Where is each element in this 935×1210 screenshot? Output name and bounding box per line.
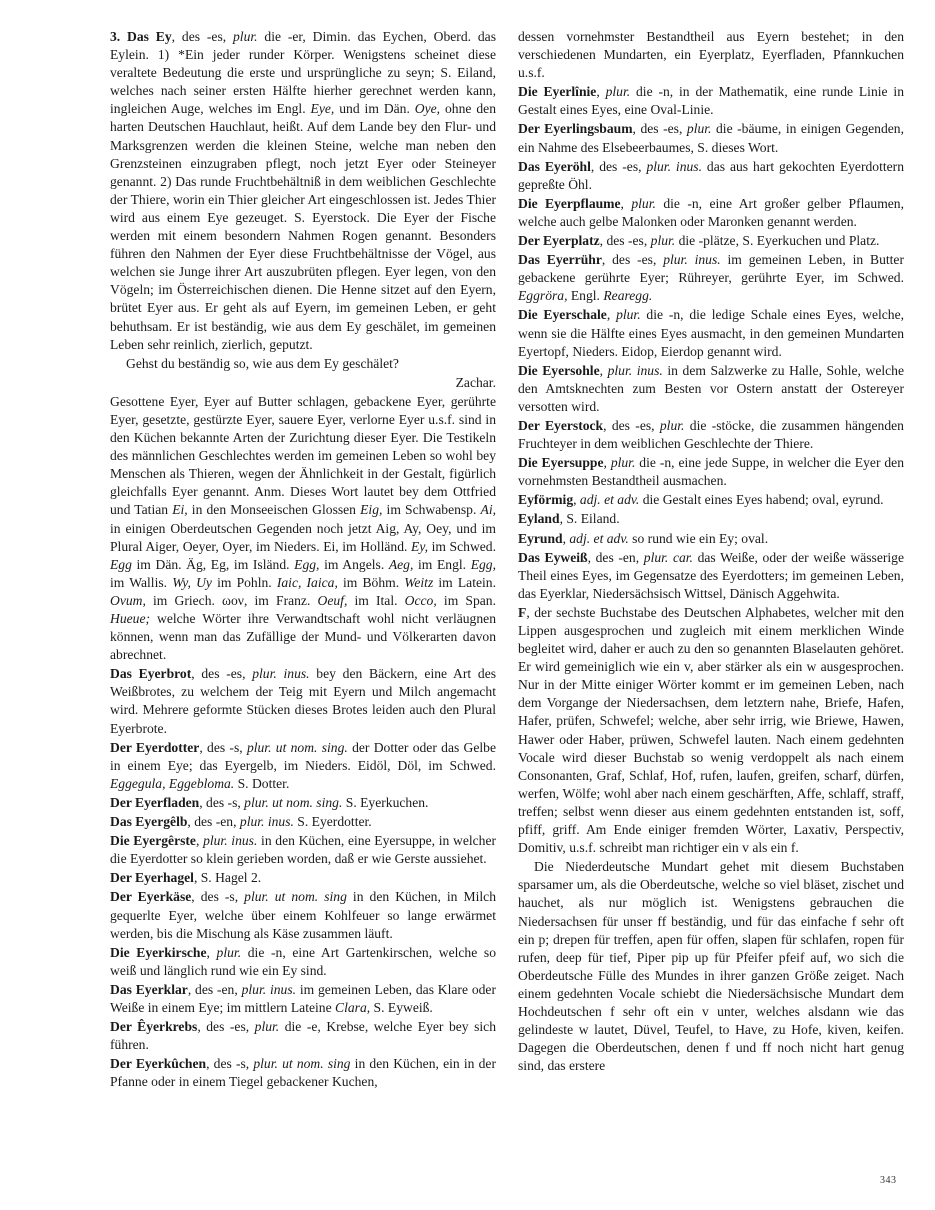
left-column [110,28,496,1092]
entry-eyfoermig: Eyförmig, adj. et adv. die Gestalt eines Eyes habend; oval, eyrund. [518,492,884,508]
entry-eyersuppe: Die Eyersuppe, plur. die -n, eine jede Suppe, in welcher die Eyer den vornehmsten Bestandtheil ausmachen. [518,455,905,489]
entry-f: F, der sechste Buchstabe des Deutschen Alphabetes, welcher mit den Lippen ausgesprochen und zugleich mit einem merklichen Winde begleitet wird, daher er auch zu den so genannten Blaselauten gehöret. Er wird gemeiniglich wie ein v, aber stärker als ein w ausgesprochen. Nur in der Mitte einiger Wörter kommt er im gemeinen Leben, nach dem Vorgange der Niedersachsen, dem letztern nahe, Briefe, Hafen, Hafer, prüfen, Schwefel; welche, aber sehr irrig, wie Briewe, Hawen, Hawer oder Haber, prüwen, Schwefel lauten. Nach einem gedehnten Vocale wird dieser Buchstab so wenig verdoppelt als nach einem Consonanten, Graf, Schlaf, Hof, rufen, laufen, greifen, scharf, dürfen, werfen, Wölfe; wohl aber nach einem geschärften, Affe, schlaff, straff, treffen; selbst wenn dieser aus einem gedehnten entstanden ist, soff, pfiff, griff. Am Ende einiger fremden Wörter, Laxativ, Perspectiv, Domitiv, u.s.f. schreibt man richtiger ein v als ein f. [518,604,904,856]
entry-eyergerste: Die Eyergêrste, plur. inus. in den Küchen, eine Eyersuppe, in welcher die Eyerdotter so klein gerieben worden, daß er wie Gerste aussiehet. [110,833,497,867]
entry-eyerhagel: Der Eyerhagel, S. Hagel 2. [110,870,262,886]
right-column [518,28,904,1076]
entry-eyerkrebs: Der Êyerkrebs, des -es, plur. die -e, Krebse, welche Eyer bey sich führen. [110,1019,496,1053]
entry-eyerstock: Der Eyerstock, des -es, plur. die -stöcke, die zusammen hängenden Fruchteyer in dem weiblichen Geschlechte der Thiere. [518,417,904,452]
entry-ey-cont: Gesottene Eyer, Eyer auf Butter schlagen, gebackene Eyer, gerührte Eyer, gesetzte, gestürzte Eyer, sauere Eyer, verlorne Eyer u.s.f. sind in den Küchen bekannte Arten der Zurichtung dieser Eyer. Die Testikeln des männlichen Geschlechtes werden im gemeinen Leben so wohl bey Menschen als Thieren, wegen der Ähnlichkeit in der Gestalt, figürlich gleichfalls Eyer genannt. Anm. Dieses Wort lautet bey dem Ottfried und Tatian Ei, in den Monseeischen Glossen Eig, im Schwabensp. Ai, in einigen Oberdeutschen Gegenden noch jetzt Aig, Ay, Oey, und im Plural Aiger, Oeyer, Oyer, im Nieders. Ei, im Holländ. Ey, im Schwed. Egg im Dän. Äg, Eg, im Isländ. Egg, im Angels. Aeg, im Engl. Egg, im Wallis. Wy, Uy im Pohln. Iaic, Iaica, im Böhm. Weitz im Latein. Ovum, im Griech. ωον, im Franz. Oeuf, im Ital. Occo, im Span. Hueue; welche Wörter ihre Verwandtschaft wohl nicht verläugnen können, wenn man das Zufällige der Mund- und Völkerarten davon abrechnet. [110,393,497,663]
entry-eyergelb: Das Eyergêlb, des -en, plur. inus. S. Eyerdotter. [110,814,372,830]
entry-eyerplatz: Der Eyerplatz, des -es, plur. die -plätze, S. Eyerkuchen und Platz. [518,233,880,249]
entry-eyerpflaume: Die Eyerpflaume, plur. die -n, eine Art großer gelber Pflaumen, welche auch gelbe Malonken oder Maronken genannt werden. [518,195,905,229]
entry-eyerdotter: Der Eyerdotter, des -s, plur. ut nom. sing. der Dotter oder das Gelbe in einem Eye; das Eyergelb, im Nieders. Eidöl, Döl, im Schwed. Eggegula, Eggebloma. S. Dotter. [110,739,497,791]
entry-eyweiss: Das Eyweiß, des -en, plur. car. das Weiße, oder der weiße wässerige Theil eines Eyes, im Gegensatze des Eyerdotters; im gemeinen Leben, das Eyerklar, Niedersächsisch Wittsel, Dänisch Aggehwita. [518,549,904,601]
entry-eyerlingsbaum: Der Eyerlingsbaum, des -es, plur. die -bäume, in einigen Gegenden, ein Nahme des Elsebeerbaumes, S. dieses Wort. [518,121,904,155]
entry-eyersohle: Die Eyersohle, plur. inus. in dem Salzwerke zu Halle, Sohle, welche den Amtsknechten zum Besten vor Ostern anstatt der Ostereyer versotten wird. [518,362,904,414]
entry-eyerschale: Die Eyerschale, plur. die -n, die ledige Schale eines Eyes, welche, wenn sie die Hälfte eines Eyes ausmacht, in den gemeinen Mundarten Eyertopf, Nieders. Eidop, Eierdop genannt wird. [518,307,905,359]
entry-eyland: Eyland, S. Eiland. [518,511,620,527]
entry-f-cont: Die Niederdeutsche Mundart gehet mit diesem Buchstaben sparsamer um, als die Oberdeutsche, welche so viel bläset, zischet und hauchet, als nur möglich ist. Wenigstens gebrauchen die Niedersachsen für unser ff beständig, und für das einfache f sehr oft ein p; drepen für treffen, apen für offen, slapen für schlafen, ropen für rufen, deep für tief, Piper pip up für Pfeifer pfeif auf, wo sich die Oberdeutsche Fülle des Mundes in ihrer ganzen Größe zeiget. Nach einem gedehnten Vocale schiebt die Niedersächsische Mundart dem Hochdeutschen f sehr oft ein v unter, welches alsdann wie das gelindeste w lautet, Düvel, Teufel, to Have, zu Hofe, kiven, keifen. Dagegen die Oberdeutschen, denen f und ff noch nicht hart genug sind, das erstere [518,859,904,1074]
entry-eyrund: Eyrund, adj. et adv. so rund wie ein Ey; oval. [518,530,769,546]
quote-author: Zachar. [455,374,496,390]
entry-eyerkaese: Der Eyerkäse, des -s, plur. ut nom. sing in den Küchen, in Milch gequerlte Eyer, welche über einem Kohlfeuer so lange erwärmet werden, bis die Mischung als Käse zusammen läuft. [110,889,496,941]
entry-eyerkuchen-cont: dessen vornehmster Bestandtheil aus Eyern bestehet; in den verschiedenen Mundarten, ein Eyerplatz, Eyerfladen, Pfannkuchen u.s.f. [518,29,904,81]
entry-eyerklar: Das Eyerklar, des -en, plur. inus. im gemeinen Leben, das Klare oder Weiße in einem Eye; im mittlern Lateine Clara, S. Eyweiß. [110,981,496,1015]
entry-eyerbrot: Das Eyerbrot, des -es, plur. inus. bey den Bäckern, eine Art des Weißbrotes, zu welchem der Teig mit Eyern und Milch angemacht wird. Mehrere geformte Stücken dieses Brotes leiden auch den Plural Eyerbrote. [110,666,497,736]
entry-eyerlinie: Die Eyerlînie, plur. die -n, in der Mathematik, eine runde Linie in Gestalt eines Eyes, eine Oval-Linie. [518,84,904,118]
entry-eyerkirsche: Die Eyerkirsche, plur. die -n, eine Art Gartenkirschen, welche so weiß und länglich rund wie ein Ey sind. [110,944,496,978]
entry-eyerruehr: Das Eyerrühr, des -es, plur. inus. im gemeinen Leben, in Butter gebackene gerührte Eyer; Rühreyer, gerührte Eyer, im Schwed. Eggröra, Engl. Rearegg. [518,252,904,304]
quote-line: Gehst du beständig so, wie aus dem Ey geschälet? [126,355,399,371]
page-number: 343 [880,1175,897,1186]
entry-ey: 3. Das Ey, des -es, plur. die -er, Dimin. das Eychen, Oberd. das Eylein. 1) *Ein jeder runder Körper. Wenigstens scheinet diese veraltete Bedeutung die erste und ursprüngliche zu seyn; S. Eiland, welches nach seiner ersten Hälfte hierher gerechnet werden kann, ingleichen Auge, welches im Engl. Eye, und im Dän. Oye, ohne den harten Deutschen Hauchlaut, heißt. Auf dem Lande bey den Flur- und Marksgrenzen werden die kleinen Steine, welche man neben den Grenzsteinen einzugraben pflegt, noch jetzt Eyer oder Steineyer genannt. 2) Das runde Fruchtbehältniß in dem weiblichen Geschlechte der Thiere, worin ein Thier gleicher Art eingeschlossen ist. Jedes Thier wird aus einem Eye gezeuget. S. Eyerstock. Die Eyer der Fische werden mit einem besondern Nahmen Rogen genannt. Besonders führen den Nahmen der Eyer diese Fruchtbehältnisse der Vögel, aus welchen sie Junge ihrer Art auszubrüten pflegen. Eyer legen, von den Vögeln; im Österreichischen dienen. Die Henne sitzet auf den Eyern, brütet Eyer aus. Er geht als auf Eyern, im gemeinen Leben, er geht behuthsam. Er ist beständig, wie aus dem Ey geschälet, im gemeinen Leben sehr reinlich, zierlich, geputzt. [110,29,496,352]
entry-eyeroehl: Das Eyeröhl, des -es, plur. inus. das aus hart gekochten Eyerdottern gepreßte Öhl. [518,158,904,192]
entry-eyerfladen: Der Eyerfladen, des -s, plur. ut nom. sing. S. Eyerkuchen. [110,794,429,810]
entry-eyerkuchen: Der Eyerkûchen, des -s, plur. ut nom. sing in den Küchen, ein in der Pfanne oder in einem Tiegel gebackener Kuchen, [110,1056,496,1090]
